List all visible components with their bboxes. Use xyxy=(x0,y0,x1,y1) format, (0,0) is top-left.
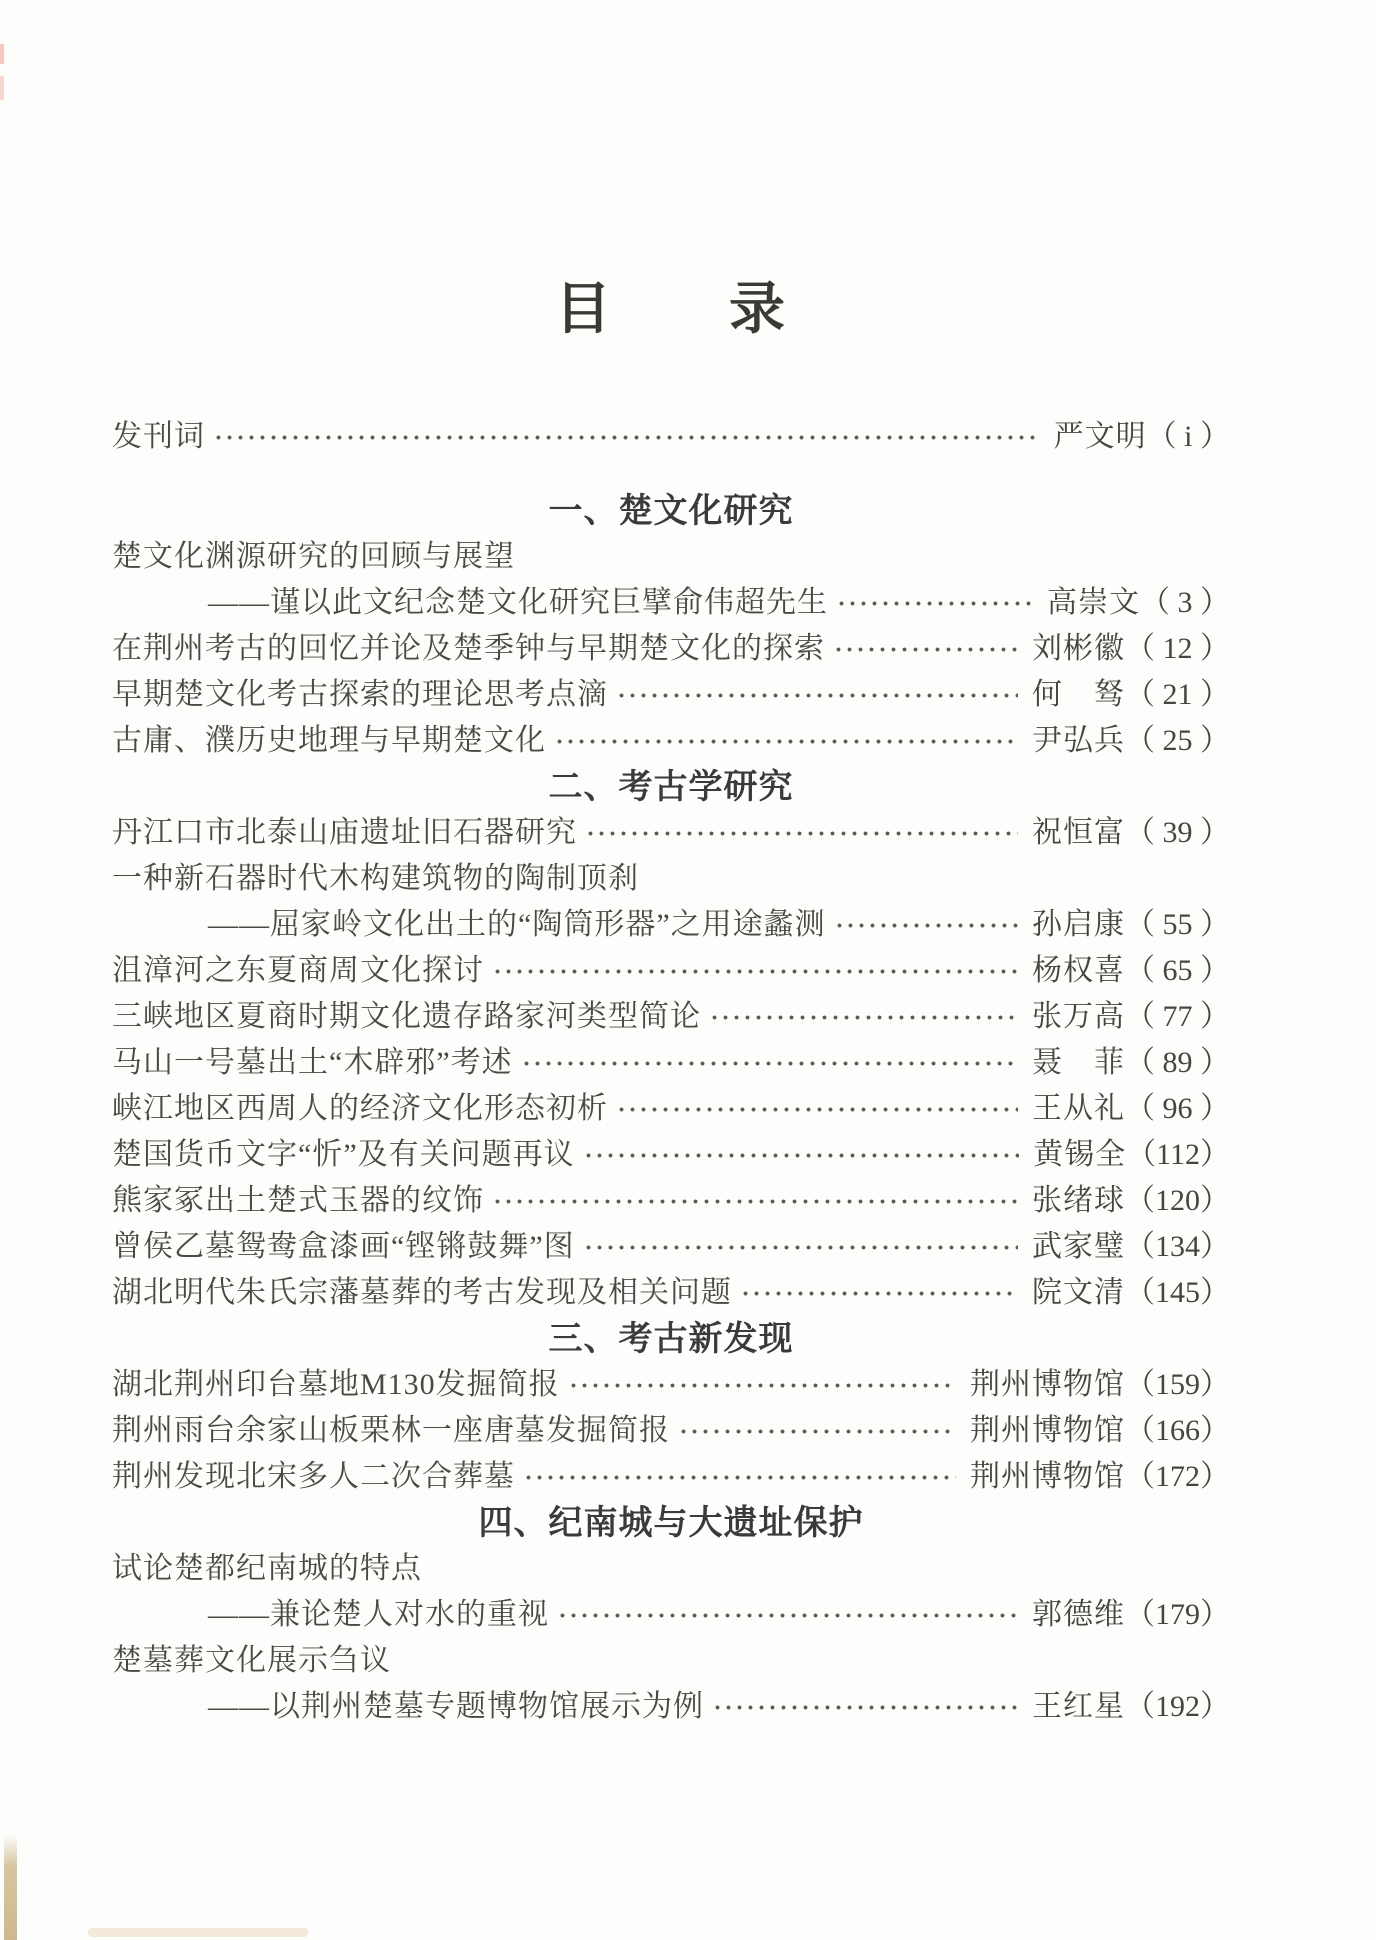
toc-entry xyxy=(112,810,1230,856)
dot-leader xyxy=(585,810,1018,856)
toc-entry xyxy=(112,414,1230,460)
entry-page-number: （ 77 ） xyxy=(1125,1000,1230,1033)
toc-entry xyxy=(112,718,1230,764)
entry-title: 马山一号墓出土“木辟邪”考述 xyxy=(112,1046,513,1079)
dot-leader xyxy=(583,1132,1019,1178)
entry-page-number: （ 55 ） xyxy=(1125,908,1230,941)
entry-author: 孙启康 xyxy=(1032,908,1125,941)
entry-title: 荆州发现北宋多人二次合葬墓 xyxy=(112,1460,515,1493)
toc-entry xyxy=(112,672,1230,718)
entry-title: 古庸、濮历史地理与早期楚文化 xyxy=(112,724,546,757)
toc-entry xyxy=(112,1638,1230,1684)
entry-title: 楚墓葬文化展示刍议 xyxy=(112,1644,391,1677)
toc-entry xyxy=(112,948,1230,994)
entry-page-number: （ 65 ） xyxy=(1125,954,1230,987)
toc-entry-subtitle xyxy=(112,902,1230,948)
entry-page-number: （179） xyxy=(1125,1598,1230,1631)
entry-author: 张绪球 xyxy=(1032,1184,1125,1217)
entry-title: 沮漳河之东夏商周文化探讨 xyxy=(112,954,484,987)
entry-author: 郭德维 xyxy=(1032,1598,1125,1631)
dot-leader xyxy=(833,626,1018,672)
toc-entry xyxy=(112,1546,1230,1592)
dot-leader xyxy=(213,414,1040,460)
toc-entry xyxy=(112,1270,1230,1316)
toc-entry xyxy=(112,1224,1230,1270)
entry-author: 荆州博物馆 xyxy=(970,1368,1125,1401)
entry-title: 一种新石器时代木构建筑物的陶制顶刹 xyxy=(112,862,639,895)
entry-author: 杨权喜 xyxy=(1032,954,1125,987)
entry-author: 尹弘兵 xyxy=(1032,724,1125,757)
dot-leader xyxy=(712,1684,1018,1730)
entry-page-number: （120） xyxy=(1125,1184,1230,1217)
entry-title: 发刊词 xyxy=(112,420,205,453)
entry-subtitle: ——以荆州楚墓专题博物馆展示为例 xyxy=(208,1690,704,1723)
dot-leader xyxy=(678,1408,956,1454)
entry-author: 王红星 xyxy=(1032,1690,1125,1723)
toc-entry-subtitle xyxy=(112,580,1230,626)
entry-author: 何 驽 xyxy=(1032,678,1125,711)
dot-leader xyxy=(557,1592,1018,1638)
entry-author: 院文清 xyxy=(1032,1276,1125,1309)
entry-author: 王从礼 xyxy=(1032,1092,1125,1125)
entry-page-number: （ 89 ） xyxy=(1125,1046,1230,1079)
scan-artifact xyxy=(88,1928,308,1937)
entry-title: 熊家冢出土楚式玉器的纹饰 xyxy=(112,1184,484,1217)
entry-subtitle: ——屈家岭文化出土的“陶筒形器”之用途蠡测 xyxy=(208,908,826,941)
toc-entry xyxy=(112,1362,1230,1408)
entry-subtitle: ——谨以此文纪念楚文化研究巨擘俞伟超先生 xyxy=(208,586,828,619)
entry-title: 湖北明代朱氏宗藩墓葬的考古发现及相关问题 xyxy=(112,1276,732,1309)
entry-author: 刘彬徽 xyxy=(1032,632,1125,665)
entry-title: 三峡地区夏商时期文化遗存路家河类型简论 xyxy=(112,1000,701,1033)
scan-edge-shadow xyxy=(4,1835,17,1940)
entry-author: 严文明 xyxy=(1053,420,1147,453)
dot-leader xyxy=(740,1270,1018,1316)
entry-page-number: （192） xyxy=(1125,1690,1230,1723)
entry-author: 祝恒富 xyxy=(1032,816,1125,849)
entry-page-number: （134） xyxy=(1125,1230,1230,1263)
entry-page-number: （ 3 ） xyxy=(1140,586,1230,619)
entry-title: 峡江地区西周人的经济文化形态初析 xyxy=(112,1092,608,1125)
entry-author: 武家璧 xyxy=(1032,1230,1125,1263)
scan-artifact xyxy=(0,76,4,100)
dot-leader xyxy=(616,1086,1018,1132)
toc-entry xyxy=(112,856,1230,902)
toc-entry xyxy=(112,1040,1230,1086)
entry-page-number: （ 12 ） xyxy=(1125,632,1230,665)
table-of-contents xyxy=(112,278,1230,1730)
entry-title: 早期楚文化考古探索的理论思考点滴 xyxy=(112,678,608,711)
dot-leader xyxy=(583,1224,1018,1270)
entry-author: 高崇文 xyxy=(1047,586,1140,619)
entry-title: 楚文化渊源研究的回顾与展望 xyxy=(112,540,515,573)
entry-author: 荆州博物馆 xyxy=(970,1414,1125,1447)
toc-entry xyxy=(112,534,1230,580)
toc-entry xyxy=(112,1086,1230,1132)
entry-title: 曾侯乙墓鸳鸯盒漆画“铿锵鼓舞”图 xyxy=(112,1230,575,1263)
scan-artifact xyxy=(0,44,4,64)
entry-page-number: （ 96 ） xyxy=(1125,1092,1230,1125)
entry-title: 荆州雨台余家山板栗林一座唐墓发掘简报 xyxy=(112,1414,670,1447)
entry-title: 楚国货币文字“忻”及有关问题再议 xyxy=(112,1138,575,1171)
entry-page-number: （ 39 ） xyxy=(1125,816,1230,849)
section-heading: 二、考古学研究 xyxy=(548,768,794,806)
dot-leader xyxy=(492,1178,1018,1224)
dot-leader xyxy=(709,994,1018,1040)
dot-leader xyxy=(616,672,1018,718)
entry-author: 张万高 xyxy=(1032,1000,1125,1033)
section-heading: 三、考古新发现 xyxy=(548,1320,794,1358)
entry-title: 湖北荆州印台墓地M130发掘简报 xyxy=(112,1368,560,1401)
entry-title: 试论楚都纪南城的特点 xyxy=(112,1552,422,1585)
toc-entry-subtitle xyxy=(112,1592,1230,1638)
toc-entry xyxy=(112,1132,1230,1178)
entry-page-number: （ i ） xyxy=(1146,420,1230,453)
entry-page-number: （145） xyxy=(1125,1276,1230,1309)
dot-leader xyxy=(836,580,1033,626)
entry-page-number: （159） xyxy=(1125,1368,1230,1401)
entry-page-number: （166） xyxy=(1125,1414,1230,1447)
toc-entry xyxy=(112,626,1230,672)
dot-leader xyxy=(554,718,1018,764)
dot-leader xyxy=(523,1454,956,1500)
section-heading: 一、楚文化研究 xyxy=(548,492,794,530)
page-title: 目 录 xyxy=(555,279,787,341)
entry-page-number: （ 25 ） xyxy=(1125,724,1230,757)
toc-entry-subtitle xyxy=(112,1684,1230,1730)
entry-author: 荆州博物馆 xyxy=(970,1460,1125,1493)
entry-page-number: （172） xyxy=(1125,1460,1230,1493)
entry-page-number: （112） xyxy=(1126,1138,1230,1171)
entry-author: 聂 菲 xyxy=(1032,1046,1125,1079)
entry-subtitle: ——兼论楚人对水的重视 xyxy=(208,1598,549,1631)
toc-entry xyxy=(112,1454,1230,1500)
entry-title: 丹江口市北泰山庙遗址旧石器研究 xyxy=(112,816,577,849)
entry-page-number: （ 21 ） xyxy=(1125,678,1230,711)
section-heading: 四、纪南城与大遗址保护 xyxy=(478,1504,864,1542)
toc-entry xyxy=(112,1178,1230,1224)
toc-entry xyxy=(112,994,1230,1040)
entry-author: 黄锡全 xyxy=(1033,1138,1127,1171)
dot-leader xyxy=(834,902,1018,948)
dot-leader xyxy=(492,948,1018,994)
dot-leader xyxy=(568,1362,956,1408)
dot-leader xyxy=(521,1040,1018,1086)
toc-entry xyxy=(112,1408,1230,1454)
entry-title: 在荆州考古的回忆并论及楚季钟与早期楚文化的探索 xyxy=(112,632,825,665)
